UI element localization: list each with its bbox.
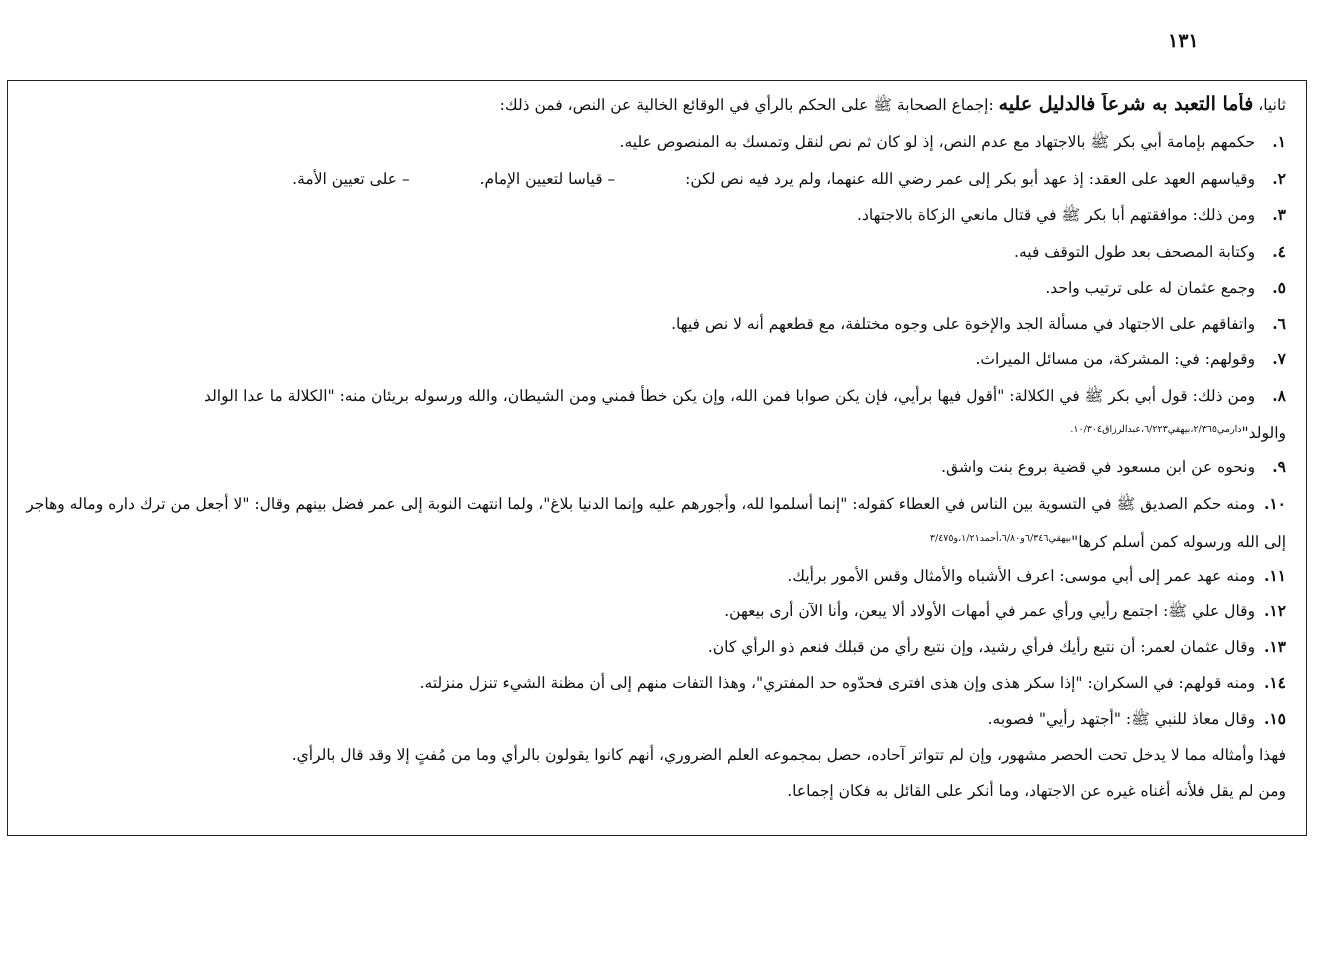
item-number: ٣. xyxy=(1272,205,1286,224)
conclusion-text: ومن لم يقل فلأنه أغناه غيره عن الاجتهاد، وما أنكر على القائل به فكان إجماعا. xyxy=(787,782,1286,800)
intro-prefix: ثانيا، xyxy=(1253,96,1286,114)
source-citation: دارمي٢/٣٦٥،بيهقي٦/٢٢٣،عبدالرزاق١٠/٣٠٤. xyxy=(1070,424,1242,435)
item-text-part3: – على تعيين الأمة. xyxy=(292,170,410,188)
list-item xyxy=(18,708,1286,730)
list-item xyxy=(18,313,1286,335)
item-number: ١٢. xyxy=(1263,601,1286,620)
item-text: وقال علي ﷺ: اجتمع رأيي ورأي عمر في أمهات الأولاد ألا يبعن، وأنا الآن أرى بيعهن. xyxy=(724,602,1256,620)
item-text: ومن ذلك: موافقتهم أبا بكر ﷺ في قتال مانعي الزكاة بالاجتهاد. xyxy=(857,206,1256,224)
item-text: ومن ذلك: قول أبي بكر ﷺ في الكلالة: "أقول فيها برأيي، فإن يكن صوابا فمن الله، وإن يكن خطأ فمني ومن الشيطان، والله ورسوله بريئان منه: "الكلالة ما عدا الوالد xyxy=(203,387,1256,405)
item-text: وقياسهم العهد على العقد: إذ عهد أبو بكر إلى عمر رضي الله عنهما، ولم يرد فيه نص لكن: xyxy=(685,170,1256,188)
intro-lead: فأما التعبد به شرعاً فالدليل عليه xyxy=(998,93,1254,115)
item-text: ومنه عهد عمر إلى أبي موسى: اعرف الأشباه والأمثال وقس الأمور برأيك. xyxy=(787,567,1256,585)
item-number: ١٠. xyxy=(1263,494,1286,513)
item-number: ٦. xyxy=(1272,314,1286,333)
item-number: ١٣. xyxy=(1263,637,1286,656)
item-number: ٨. xyxy=(1272,386,1286,405)
list-item xyxy=(18,600,1286,622)
list-item xyxy=(18,636,1286,658)
intro-rest: :إجماع الصحابة ﷺ على الحكم بالرأي في الوقائع الخالية عن النص، فمن ذلك: xyxy=(499,96,999,114)
source-citation: بيهقي٦/٣٤٦و٦/٨٠،أحمد١/٢١،و٣/٤٧٥ xyxy=(929,533,1072,544)
content-frame xyxy=(7,80,1307,836)
item-text: واتفاقهم على الاجتهاد في مسألة الجد والإخوة على وجوه مختلفة، مع قطعهم أنه لا نص فيها. xyxy=(671,315,1256,333)
list-item xyxy=(18,456,1286,478)
item-text: حكمهم بإمامة أبي بكر ﷺ بالاجتهاد مع عدم النص، إذ لو كان ثم نص لنقل وتمسك به المنصوص عليه. xyxy=(619,133,1256,151)
list-item xyxy=(18,131,1286,153)
item-text-continuation: والولد" xyxy=(1241,424,1286,443)
list-item-continuation xyxy=(18,419,1286,444)
conclusion-text: فهذا وأمثاله مما لا يدخل تحت الحصر مشهور، وإن لم تتواتر آحاده، حصل بمجموعه العلم الضروري، أنهم كانوا يقولون بالرأي وما من مُفتٍ إلا وقد قال بالرأي. xyxy=(291,746,1286,764)
item-number: ٤. xyxy=(1272,242,1286,261)
item-text: وقال معاذ للنبي ﷺ: "أجتهد رأيي" فصوبه. xyxy=(987,710,1256,728)
list-item xyxy=(18,204,1286,226)
list-item xyxy=(18,168,1286,190)
item-text: وجمع عثمان له على ترتيب واحد. xyxy=(1045,279,1256,297)
item-number: ١٥. xyxy=(1263,709,1286,728)
item-text: وكتابة المصحف بعد طول التوقف فيه. xyxy=(1014,243,1256,261)
item-number: ١. xyxy=(1272,132,1286,151)
item-text-part2: – قياسا لتعيين الإمام. xyxy=(479,170,616,188)
item-number: ٧. xyxy=(1272,349,1286,368)
conclusion-line xyxy=(18,780,1286,802)
list-item xyxy=(18,348,1286,370)
list-item xyxy=(18,277,1286,299)
item-text-continuation: إلى الله ورسوله كمن أسلم كرها" xyxy=(1071,533,1286,552)
item-number: ١٤. xyxy=(1263,673,1286,692)
list-item xyxy=(18,565,1286,587)
intro-line xyxy=(18,93,1286,116)
item-number: ٩. xyxy=(1272,457,1286,476)
item-number: ١١. xyxy=(1263,566,1286,585)
conclusion-line xyxy=(18,744,1286,766)
page-number: ١٣١ xyxy=(1168,30,1199,52)
item-text: ومنه حكم الصديق ﷺ في التسوية بين الناس في العطاء كقوله: "إنما أسلموا لله، وأجورهم عليه وإنما الدنيا بلاغ"، ولما انتهت النوبة إلى عمر فضل بينهم وقال: "لا أجعل من ترك داره وماله وهاجر xyxy=(26,495,1256,513)
item-number: ٥. xyxy=(1272,278,1286,297)
item-text: وقولهم: في: المشركة، من مسائل الميراث. xyxy=(975,350,1256,368)
list-item-continuation xyxy=(18,528,1286,553)
list-item xyxy=(18,385,1286,407)
item-number: ٢. xyxy=(1272,169,1286,188)
list-item xyxy=(18,241,1286,263)
list-item xyxy=(18,672,1286,694)
item-text: ومنه قولهم: في السكران: "إذا سكر هذى وإن هذى افترى فحدّوه حد المفتري"، وهذا التفات منهم إلى أن مظنة الشيء تنزل منزلته. xyxy=(419,674,1256,692)
item-text: وقال عثمان لعمر: أن نتبع رأيك فرأي رشيد، وإن نتبع رأي من قبلك فنعم ذو الرأي كان. xyxy=(707,638,1256,656)
list-item xyxy=(18,493,1286,515)
item-text: ونحوه عن ابن مسعود في قضية بروع بنت واشق. xyxy=(941,458,1256,476)
